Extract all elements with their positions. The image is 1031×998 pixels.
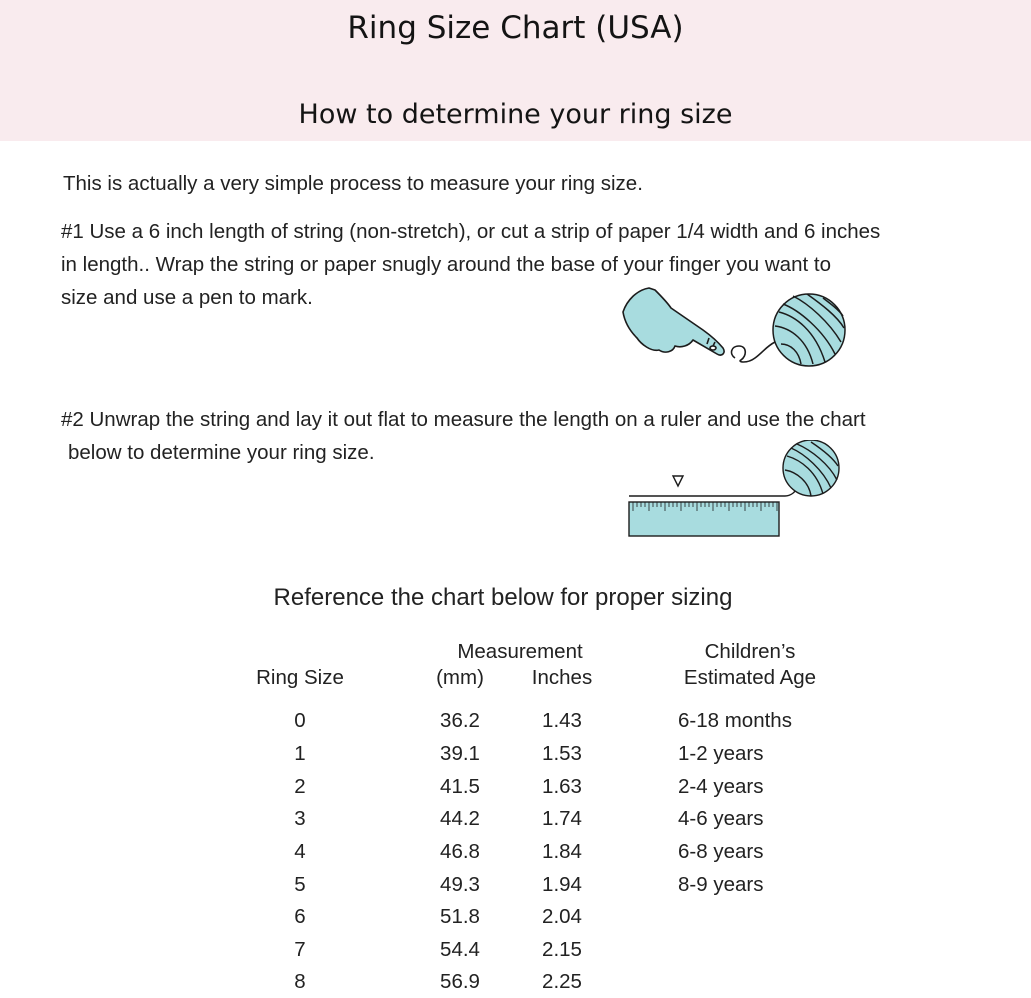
cell-age: 6-8 years	[678, 840, 764, 863]
cell-inches: 1.84	[542, 840, 582, 863]
cell-inches: 2.15	[542, 938, 582, 961]
cell-inches: 1.94	[542, 873, 582, 896]
step-1-text	[61, 215, 1021, 314]
cell-size: 5	[294, 873, 306, 896]
cell-age: 1-2 years	[678, 742, 764, 765]
cell-inches: 1.74	[542, 807, 582, 830]
string-line	[732, 342, 775, 362]
cell-inches: 1.63	[542, 775, 582, 798]
cell-age: 4-6 years	[678, 807, 764, 830]
cell-mm: 49.3	[440, 873, 480, 896]
cell-mm: 54.4	[440, 938, 480, 961]
yarn-ball-icon	[773, 294, 845, 366]
cell-size: 6	[294, 905, 306, 928]
step-1-line-1: #1 Use a 6 inch length of string (non-stretch), or cut a strip of paper 1/4 width and 6 inches	[61, 220, 881, 243]
cell-size: 8	[294, 970, 306, 993]
cell-inches: 1.43	[542, 709, 582, 732]
header-inches: Inches	[531, 666, 593, 689]
cell-age: 6-18 months	[678, 709, 792, 732]
cell-size: 1	[294, 742, 306, 765]
cell-mm: 39.1	[440, 742, 480, 765]
cell-age: 8-9 years	[678, 873, 764, 896]
cell-mm: 46.8	[440, 840, 480, 863]
pointing-hand-icon	[623, 288, 724, 355]
header-ring-size: Ring Size	[256, 666, 344, 689]
cell-size: 4	[294, 840, 306, 863]
header-age-line-1: Children’s	[704, 640, 796, 663]
finger-yarn-illustration	[615, 282, 855, 372]
cell-size: 7	[294, 938, 306, 961]
table-row	[0, 802, 1031, 835]
page-subtitle: How to determine your ring size	[298, 99, 733, 130]
yarn-ball-icon	[783, 440, 839, 496]
cell-mm: 36.2	[440, 709, 480, 732]
cell-inches: 2.25	[542, 970, 582, 993]
cell-mm: 51.8	[440, 905, 480, 928]
cell-inches: 1.53	[542, 742, 582, 765]
cell-inches: 2.04	[542, 905, 582, 928]
cell-size: 3	[294, 807, 306, 830]
cell-age: 2-4 years	[678, 775, 764, 798]
cell-mm: 41.5	[440, 775, 480, 798]
ruler-yarn-illustration	[625, 440, 850, 540]
step-1-line-3: size and use a pen to mark.	[61, 286, 313, 309]
intro-text: This is actually a very simple process to measure your ring size.	[63, 172, 643, 195]
header-mm: (mm)	[436, 666, 484, 689]
table-row	[0, 900, 1031, 933]
table-row	[0, 965, 1031, 998]
cell-mm: 56.9	[440, 970, 480, 993]
marker-arrow-icon	[673, 476, 683, 486]
table-row	[0, 704, 1031, 737]
cell-mm: 44.2	[440, 807, 480, 830]
step-2-text	[61, 403, 1021, 469]
table-row	[0, 835, 1031, 868]
header-age-line-2: Estimated Age	[683, 666, 817, 689]
header-measurement: Measurement	[457, 640, 583, 663]
step-1-line-2: in length.. Wrap the string or paper snugly around the base of your finger you want to	[61, 253, 831, 276]
page-title: Ring Size Chart (USA)	[347, 10, 684, 46]
cell-size: 2	[294, 775, 306, 798]
step-2-line-1: #2 Unwrap the string and lay it out flat to measure the length on a ruler and use the chart	[61, 408, 866, 431]
table-row	[0, 868, 1031, 901]
table-row	[0, 770, 1031, 803]
table-row	[0, 933, 1031, 966]
table-row	[0, 737, 1031, 770]
table-header	[0, 639, 1031, 699]
ruler-icon	[629, 502, 779, 536]
step-2-line-2: below to determine your ring size.	[68, 441, 375, 464]
cell-size: 0	[294, 709, 306, 732]
reference-title: Reference the chart below for proper sizing	[273, 584, 733, 611]
